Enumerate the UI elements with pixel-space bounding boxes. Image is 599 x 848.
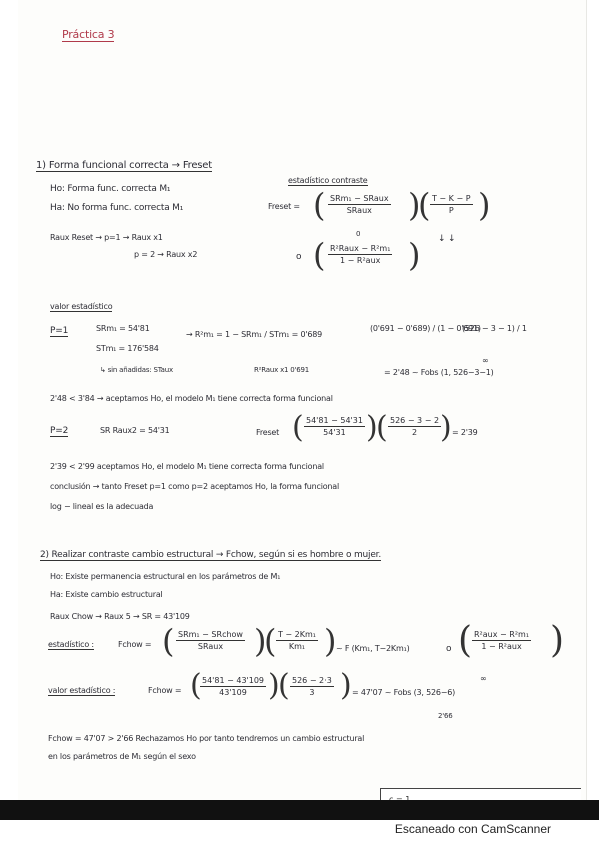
paren-close: ) — [408, 186, 421, 224]
s1-f2b-num: 526 − 3 − 2 — [390, 416, 440, 425]
s1-line-248: 2'48 < 3'84 → aceptamos Ho, el modelo M₁ tiene correcta forma funcional — [50, 394, 333, 403]
s1-r2-eq: → R²m₁ = 1 − SRm₁ / STm₁ = 0'689 — [186, 330, 323, 339]
paren-open: ( — [264, 622, 277, 660]
s2-f1 — [176, 630, 245, 651]
s2-fchow: Fchow = — [118, 640, 152, 649]
s2-h0: Ho: Existe permanencia estructural en los parámetros de M₁ — [50, 572, 281, 581]
s1-f2a — [304, 416, 365, 437]
s1-frac2-num: T − K − P — [432, 194, 471, 203]
s2-crit: 2'66 — [438, 712, 453, 720]
s1-frac2-den: P — [448, 206, 454, 215]
s1-sin-anadir: ↳ sin añadidas: STaux — [100, 366, 173, 374]
s1-r2aux: R²Raux x1 0'691 — [254, 366, 310, 374]
paren-close: ) — [324, 622, 337, 660]
scanner-watermark: Escaneado con CamScanner — [394, 822, 551, 836]
s1-o: o — [296, 252, 302, 262]
s2-ha: Ha: Existe cambio estructural — [50, 590, 163, 599]
page-title: Práctica 3 — [62, 28, 115, 41]
s1-p1: P=1 — [50, 326, 69, 336]
s1-f2b-den: 2 — [411, 428, 418, 437]
s1-f2a-num: 54'81 − 54'31 — [306, 416, 363, 425]
paren-close: ) — [550, 620, 565, 661]
s1-result1: = 2'48 ~ Fobs (1, 526−3−1) — [384, 368, 494, 377]
s1-srm1: SRm₁ = 54'81 — [96, 324, 150, 333]
s2-v2 — [290, 676, 334, 697]
s2-fchow2: Fchow = — [148, 686, 182, 695]
s1-raux2: p = 2 → Raux x2 — [134, 250, 198, 259]
section2-heading: 2) Realizar contraste cambio estructural → Fchow, según si es hombre o mujer. — [40, 550, 382, 560]
s1-frac1-num: SRm₁ − SRaux — [330, 194, 389, 203]
s1-calc1: (0'691 − 0'689) / (1 − 0'691) — [370, 324, 481, 333]
s2-result: = 47'07 ~ Fobs (3, 526−6) — [352, 688, 456, 697]
s1-frac1-den: SRaux — [346, 206, 372, 215]
s1-freset: Freset = — [268, 202, 300, 211]
s1-conclusion2: log − lineal es la adecuada — [50, 502, 154, 511]
s1-f2b — [388, 416, 441, 437]
s2-f1-den: SRaux — [197, 642, 224, 651]
s2-final: Fchow = 47'07 > 2'66 Rechazamos Ho por tanto tendremos un cambio estructural — [48, 734, 365, 743]
s2-v1-den: 43'109 — [219, 688, 247, 697]
s1-frac1 — [328, 194, 391, 215]
paren-close: ) — [254, 622, 267, 660]
s1-frac3 — [328, 244, 392, 265]
s2-stat-label: estadístico : — [48, 640, 94, 649]
paren-open: ( — [313, 186, 326, 224]
paren-open: ( — [278, 668, 290, 703]
s1-stat-label: estadístico contraste — [288, 176, 368, 185]
s1-calc2: (526 − 3 − 1) / 1 — [462, 324, 527, 333]
s1-conclusion: conclusión → tanto Freset p=1 como p=2 aceptamos Ho, la forma funcional — [50, 482, 340, 491]
s2-dist: ~ F (Km₁, T−2Km₁) — [336, 644, 410, 653]
s1-frac3-num: R²Raux − R²m₁ — [330, 244, 391, 253]
s1-valor-label: valor estadístico — [50, 302, 113, 311]
s1-freset2: Freset — [256, 428, 280, 437]
s2-v1-num: 54'81 − 43'109 — [202, 676, 264, 685]
s2-f2-den: Km₁ — [288, 642, 306, 651]
paren-open: ( — [190, 668, 202, 703]
s2-valor-label: valor estadístico : — [48, 686, 116, 695]
s2-f3-den: 1 − R²aux — [481, 642, 522, 651]
paren-open: ( — [313, 236, 326, 274]
paren-close: ) — [268, 668, 280, 703]
s2-v2-den: 3 — [309, 688, 315, 697]
s1-ha: Ha: No forma func. correcta M₁ — [50, 203, 184, 213]
s2-inf: ∞ — [480, 674, 487, 683]
s1-stm1: STm₁ = 176'584 — [96, 344, 159, 353]
s1-h0: Ho: Forma func. correcta M₁ — [50, 184, 171, 194]
s1-frac2 — [430, 194, 473, 215]
s1-frac3-den: 1 − R²aux — [340, 256, 381, 265]
paren-close: ) — [440, 410, 452, 445]
s2-f3-num: R²aux − R²m₁ — [474, 630, 530, 639]
paren-open: ( — [162, 622, 175, 660]
s1-inf1: ∞ — [482, 356, 489, 365]
s1-raux: Raux Reset → p=1 → Raux x1 — [50, 233, 163, 242]
s2-f1-num: SRm₁ − SRchow — [178, 630, 243, 639]
s1-sraux2: SR Raux2 = 54'31 — [100, 426, 170, 435]
s2-o: o — [446, 644, 452, 654]
s1-result2: = 2'39 — [452, 428, 478, 437]
s2-f2 — [276, 630, 318, 651]
s2-f3 — [472, 630, 531, 651]
paren-close: ) — [478, 186, 491, 224]
s2-final2: en los parámetros de M₁ según el sexo — [48, 752, 196, 761]
paren-open: ( — [458, 620, 473, 661]
s2-f2-num: T − 2Km₁ — [278, 630, 317, 639]
paren-close: ) — [366, 410, 378, 445]
s1-p2: P=2 — [50, 426, 69, 436]
paren-close: ) — [408, 236, 421, 274]
s1-line-239: 2'39 < 2'99 aceptamos Ho, el modelo M₁ tiene correcta forma funcional — [50, 462, 324, 471]
section1-heading: 1) Forma funcional correcta → Freset — [36, 160, 212, 171]
s2-raux: Raux Chow → Raux 5 → SR = 43'109 — [50, 612, 190, 621]
s1-arrows: ↓ ↓ — [438, 234, 456, 244]
s1-f2a-den: 54'31 — [323, 428, 346, 437]
s2-v2-num: 526 − 2·3 — [292, 676, 332, 685]
paren-open: ( — [376, 410, 388, 445]
paren-open: ( — [292, 410, 304, 445]
paren-close: ) — [340, 668, 352, 703]
scan-bottom-bar — [0, 800, 599, 820]
s1-zero: 0 — [356, 230, 361, 238]
paren-open: ( — [418, 186, 431, 224]
s2-v1 — [200, 676, 266, 697]
